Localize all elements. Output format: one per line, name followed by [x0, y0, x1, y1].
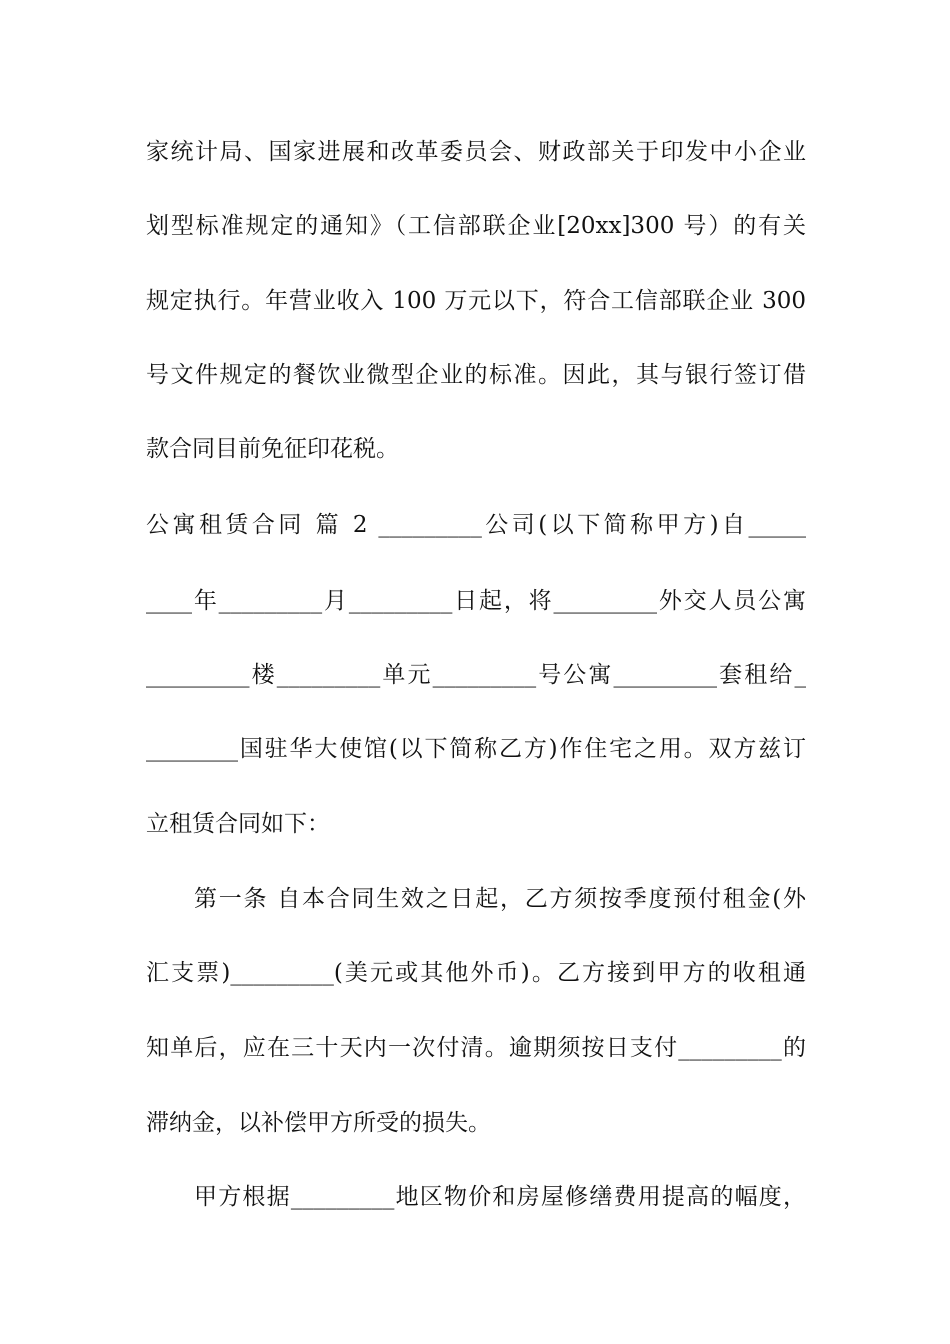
- body-text-line: 滞纳金，以补偿甲方所受的损失。: [146, 1110, 491, 1136]
- body-text-line: 规定执行。年营业收入 100 万元以下，符合工信部联企业 300: [146, 288, 806, 314]
- body-text-line: 划型标准规定的通知》（工信部联企业[20xx]300 号）的有关: [146, 213, 806, 239]
- body-text-line: 立租赁合同如下：: [146, 811, 330, 837]
- body-text-line: ____年_________月_________日起，将_________外交人员公寓: [146, 588, 806, 614]
- clause-text-line: 甲方根据_________地区物价和房屋修缮费用提高的幅度，: [194, 1184, 806, 1210]
- clause-text-line: 第一条 自本合同生效之日起，乙方须按季度预付租金(外: [194, 886, 806, 912]
- body-text-line: 家统计局、国家进展和改革委员会、财政部关于印发中小企业: [146, 139, 806, 165]
- body-text-line: 款合同目前免征印花税。: [146, 436, 399, 462]
- body-text-line: ________国驻华大使馆(以下简称乙方)作住宅之用。双方兹订: [146, 736, 806, 762]
- body-text-line: 号文件规定的餐饮业微型企业的标准。因此，其与银行签订借: [146, 362, 806, 388]
- body-text-line: _________楼_________单元_________号公寓_________套租给_: [146, 662, 806, 688]
- body-text-line: 汇支票)_________(美元或其他外币)。乙方接到甲方的收租通: [146, 960, 806, 986]
- body-text-line: 知单后，应在三十天内一次付清。逾期须按日支付_________的: [146, 1035, 806, 1061]
- section-heading-line: 公寓租赁合同 篇 2 _________公司(以下简称甲方)自_____: [146, 512, 806, 538]
